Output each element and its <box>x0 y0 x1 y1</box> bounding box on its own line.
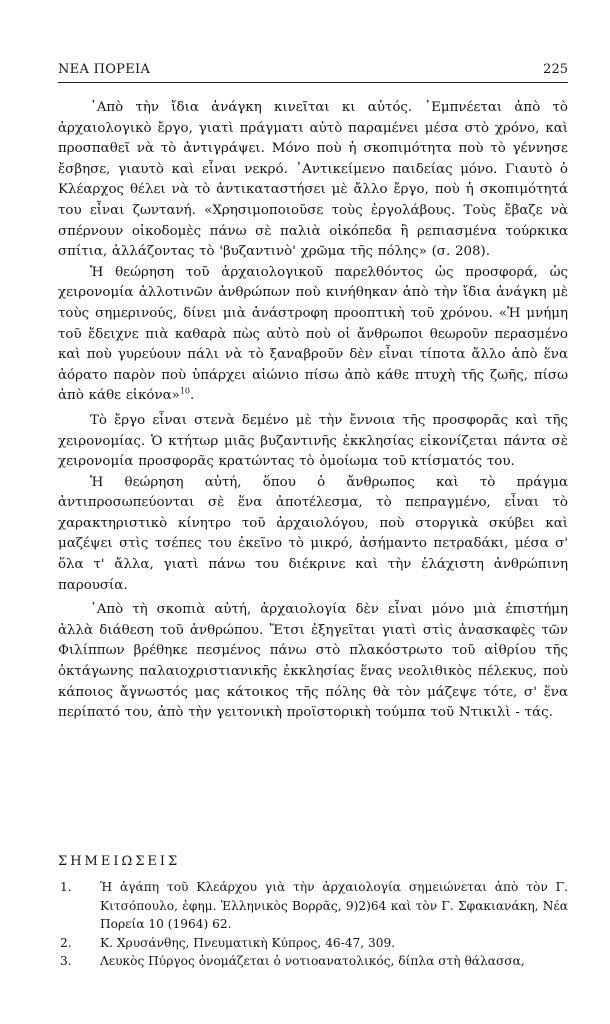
note-item <box>58 878 568 934</box>
note-text: Λευκὸς Πύργος ὀνομάζεται ὁ νοτιοανατολικός, δίπλα στὴ θάλασσα, <box>100 954 525 968</box>
note-item <box>58 952 568 971</box>
running-header <box>58 58 568 83</box>
note-text: Ἡ ἀγάπη τοῦ Κλεάρχου γιὰ τὴν ἀρχαιολογία σημειώνεται ἀπὸ τὸν Γ. Κιτσόπουλο, ἐφημ. Ἑλληνικὸς Βορρᾶς, 9)2)64 καὶ τὸν Γ. Σφακιανάκη, Νέα Πορεία 10 (1964) 62. <box>100 880 568 931</box>
footnote-reference: 10 <box>179 386 191 396</box>
main-text <box>58 98 568 724</box>
note-number: 3. <box>60 954 72 968</box>
journal-title: ΝΕΑ ΠΟΡΕΙΑ <box>58 62 151 77</box>
notes-heading: ΣΗΜΕΙΩΣΕΙΣ <box>58 854 181 869</box>
notes-list <box>58 878 568 971</box>
note-number: 1. <box>60 880 72 894</box>
paragraph-1: ᾿Απὸ τὴν ἴδια ἀνάγκη κινεῖται κι αὐτός. ᾿Εμπνέεται ἀπὸ τὸ ἀρχαιολογικὸ ἔργο, γιατὶ πράγματι αὐτὸ παραμένει μέσα στὸ χρόνο, καὶ προσπαθεῖ νὰ τὸ ἀντιγράψει. Μόνο ποὺ ἡ σκοπιμότητα ποὺ τὸ γέννησε ἔσβησε, γιαυτὸ καὶ εἶναι νεκρό. ᾿Αντικείμενο παιδείας μόνο. Γιαυτὸ ὁ Κλέαρχος θέλει νὰ τὸ ἀντικαταστήσει μὲ ἄλλο ἔργο, ποὺ ἡ σκοπιμότητά του εἶναι ζωντανή. «Χρησιμοποιοῦσε τοὺς ἐργολάβους. Τοὺς ἔβαζε νὰ σπέρνουν οἰκοδομὲς πάνω σὲ παλιὰ οἰκόπεδα ἢ ρεπιασμένα τούρκικα σπίτια, ἀλλάζοντας τὸ 'βυζαντινὸ' χρῶμα τῆς πόλης» (σ. 208). <box>58 100 568 260</box>
paragraph-5: ᾿Απὸ τὴ σκοπιὰ αὐτή, ἀρχαιολογία δὲν εἶναι μόνο μιὰ ἐπιστήμη ἀλλὰ διάθεση τοῦ ἀνθρώπου. Ἔτσι ἐξηγεῖται γιατὶ στὶς ἀνασκαφὲς τῶν Φιλίππων βρέθηκε πεσμένος πάνω στὸ πλακόστρωτο τοῦ αἰθρίου τῆς ὀκτάγωνης παλαιοχριστιανικῆς ἐκκλησίας ἕνας νεολιθικὸς πέλεκυς, ποὺ κάποιος ἄγνωστός μας κάτοικος τῆς πόλης θὰ τὸν μάζεψε τότε, σ' ἕνα περίπατό του, ἀπὸ τὴν γειτονικὴ προϊστορικὴ τούμπα τοῦ Ντικιλὶ - τάς. <box>58 602 568 721</box>
paragraph-4: Ἡ θεώρηση αὐτή, ὅπου ὁ ἄνθρωπος καὶ τὸ πράγμα ἀντιπροσωπεύονται σὲ ἕνα ἀποτέλεσμα, τὸ πεπραγμένο, εἶναι τὸ χαρακτηριστικὸ κίνητρο τοῦ ἀρχαιολόγου, ποὺ στοργικὰ σκύβει καὶ μαζέψει στὶς τσέπες του ἐκεῖνο τὸ μικρό, ἀσήμαντο πετραδάκι, μέσα σ' ὅλα τ' ἄλλα, γιατὶ πάνω του διέκρινε καὶ τὴν ἐλάχιστη ἀνθρώπινη παρουσία. <box>58 474 568 593</box>
paragraph-3: Τὸ ἔργο εἶναι στενὰ δεμένο μὲ τὴν ἔννοια τῆς προσφορᾶς καὶ τῆς χειρονομίας. Ὁ κτήτωρ μιᾶς βυζαντινῆς ἐκκλησίας εἰκονίζεται πάντα σὲ χειρονομία προσφορᾶς κρατώντας τὸ ὁμοίωμα τοῦ κτίσματός του. <box>58 412 568 470</box>
page-number: 225 <box>543 62 568 77</box>
note-item <box>58 934 568 953</box>
note-text: Κ. Χρυσάνθης, Πνευματικὴ Κύπρος, 46-47, 309. <box>100 935 396 950</box>
paragraph-2-text: Ἡ θεώρηση τοῦ ἀρχαιολογικοῦ παρελθόντος ὡς προσφορά, ὡς χειρονομία ἀλλοτινῶν ἀνθρώπων ποὺ κινήθηκαν ἀπὸ τὴν ἴδια ἀνάγκη μὲ τοὺς σημερινούς, δίνει μιὰ ἀνάστροφη προοπτικὴ τοῦ χρόνου. «Ἡ μνήμη τοῦ ἔδειχνε πιὰ καθαρὰ πὼς αὐτὸ ποὺ οἱ ἄνθρωποι θεωροῦν περασμένο καὶ ποὺ γυρεύουν πάλι νὰ τὸ ξαναβροῦν δὲν εἶναι τίποτα ἄλλο ἀπὸ ἕνα ἀόρατο παρὸν ποὺ ὑπάρχει αἰώνιο πίσω ἀπὸ κάθε πτυχὴ τῆς ζωῆς, πίσω ἀπὸ κάθε εἰκόνα» <box>58 264 568 404</box>
paragraph-2 <box>58 263 568 407</box>
paragraph-2-end: . <box>190 388 195 404</box>
note-number: 2. <box>60 935 72 950</box>
